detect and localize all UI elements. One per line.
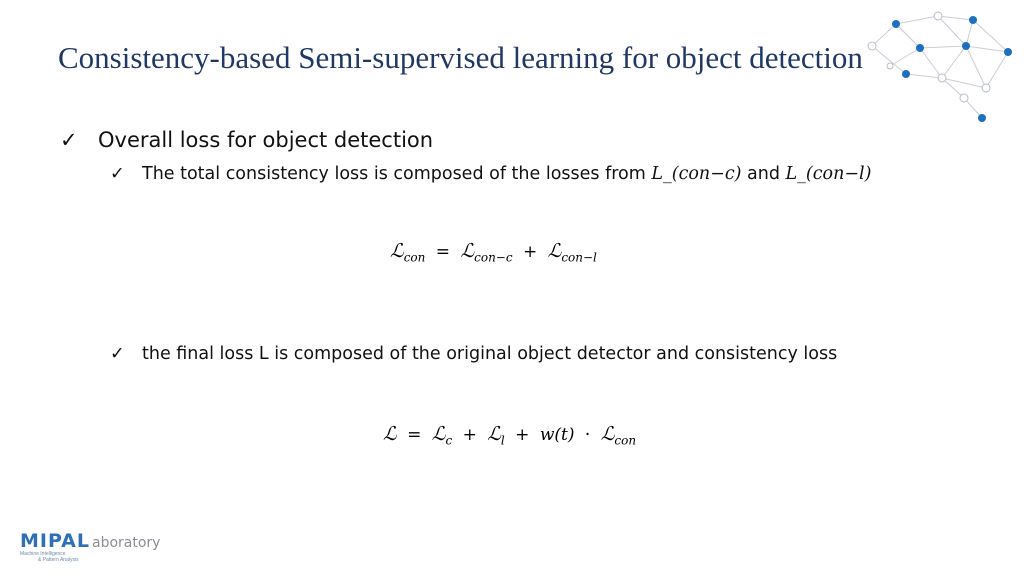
script-L-symbol: ℒ: [460, 240, 475, 262]
logo-subtitle-1: Machine Intelligence: [20, 551, 66, 557]
eq1-term1-subscript: con−c: [474, 250, 513, 265]
bullet-overall-loss: [60, 128, 433, 152]
bullet-consistency-loss: [110, 164, 871, 184]
logo-mipal-text: MIPAL: [20, 530, 90, 552]
eq1-lhs-subscript: con: [403, 250, 426, 265]
bullet-final-loss: [110, 344, 837, 364]
eq2-term2-subscript: l: [500, 433, 505, 448]
mipal-logo: [20, 530, 160, 563]
equals-sign: =: [435, 242, 451, 262]
term-con-c: L_(con−c): [651, 164, 742, 184]
check-icon: ✓: [60, 128, 78, 152]
script-L-symbol: ℒ: [547, 240, 562, 262]
script-L-symbol: ℒ: [600, 423, 615, 445]
check-icon: ✓: [110, 164, 125, 184]
slide-title: Consistency-based Semi-supervised learning for object detection: [58, 40, 863, 75]
equation-consistency-loss: [390, 240, 597, 264]
eq1-term2-subscript: con−l: [561, 250, 597, 265]
script-L-symbol: ℒ: [383, 423, 397, 445]
script-L-symbol: ℒ: [390, 240, 404, 262]
plus-sign: +: [522, 242, 538, 262]
plus-sign: +: [515, 425, 530, 445]
check-icon: ✓: [110, 344, 125, 364]
logo-subtitle-2: & Pattern Analysis: [38, 557, 79, 563]
plus-sign: +: [462, 425, 477, 445]
script-L-symbol: ℒ: [487, 423, 501, 445]
bullet-text-prefix: The total consistency loss is composed of the losses from: [142, 164, 652, 184]
term-con-l: L_(con−l): [785, 164, 872, 184]
script-L-symbol: ℒ: [431, 423, 446, 445]
bullet-text-and: and: [741, 164, 786, 184]
equals-sign: =: [407, 425, 422, 445]
logo-laboratory-text: aboratory: [91, 535, 161, 551]
weight-term: w(t): [539, 425, 575, 445]
dot-operator: ·: [584, 425, 591, 445]
eq2-term1-subscript: c: [445, 433, 453, 448]
eq2-term3-subscript: con: [614, 433, 637, 448]
bullet-text: Overall loss for object detection: [98, 128, 434, 152]
equation-final-loss: [383, 423, 636, 447]
bullet-text: the final loss L is composed of the original object detector and consistency loss: [142, 344, 838, 364]
network-graphic-icon: [860, 8, 1024, 128]
